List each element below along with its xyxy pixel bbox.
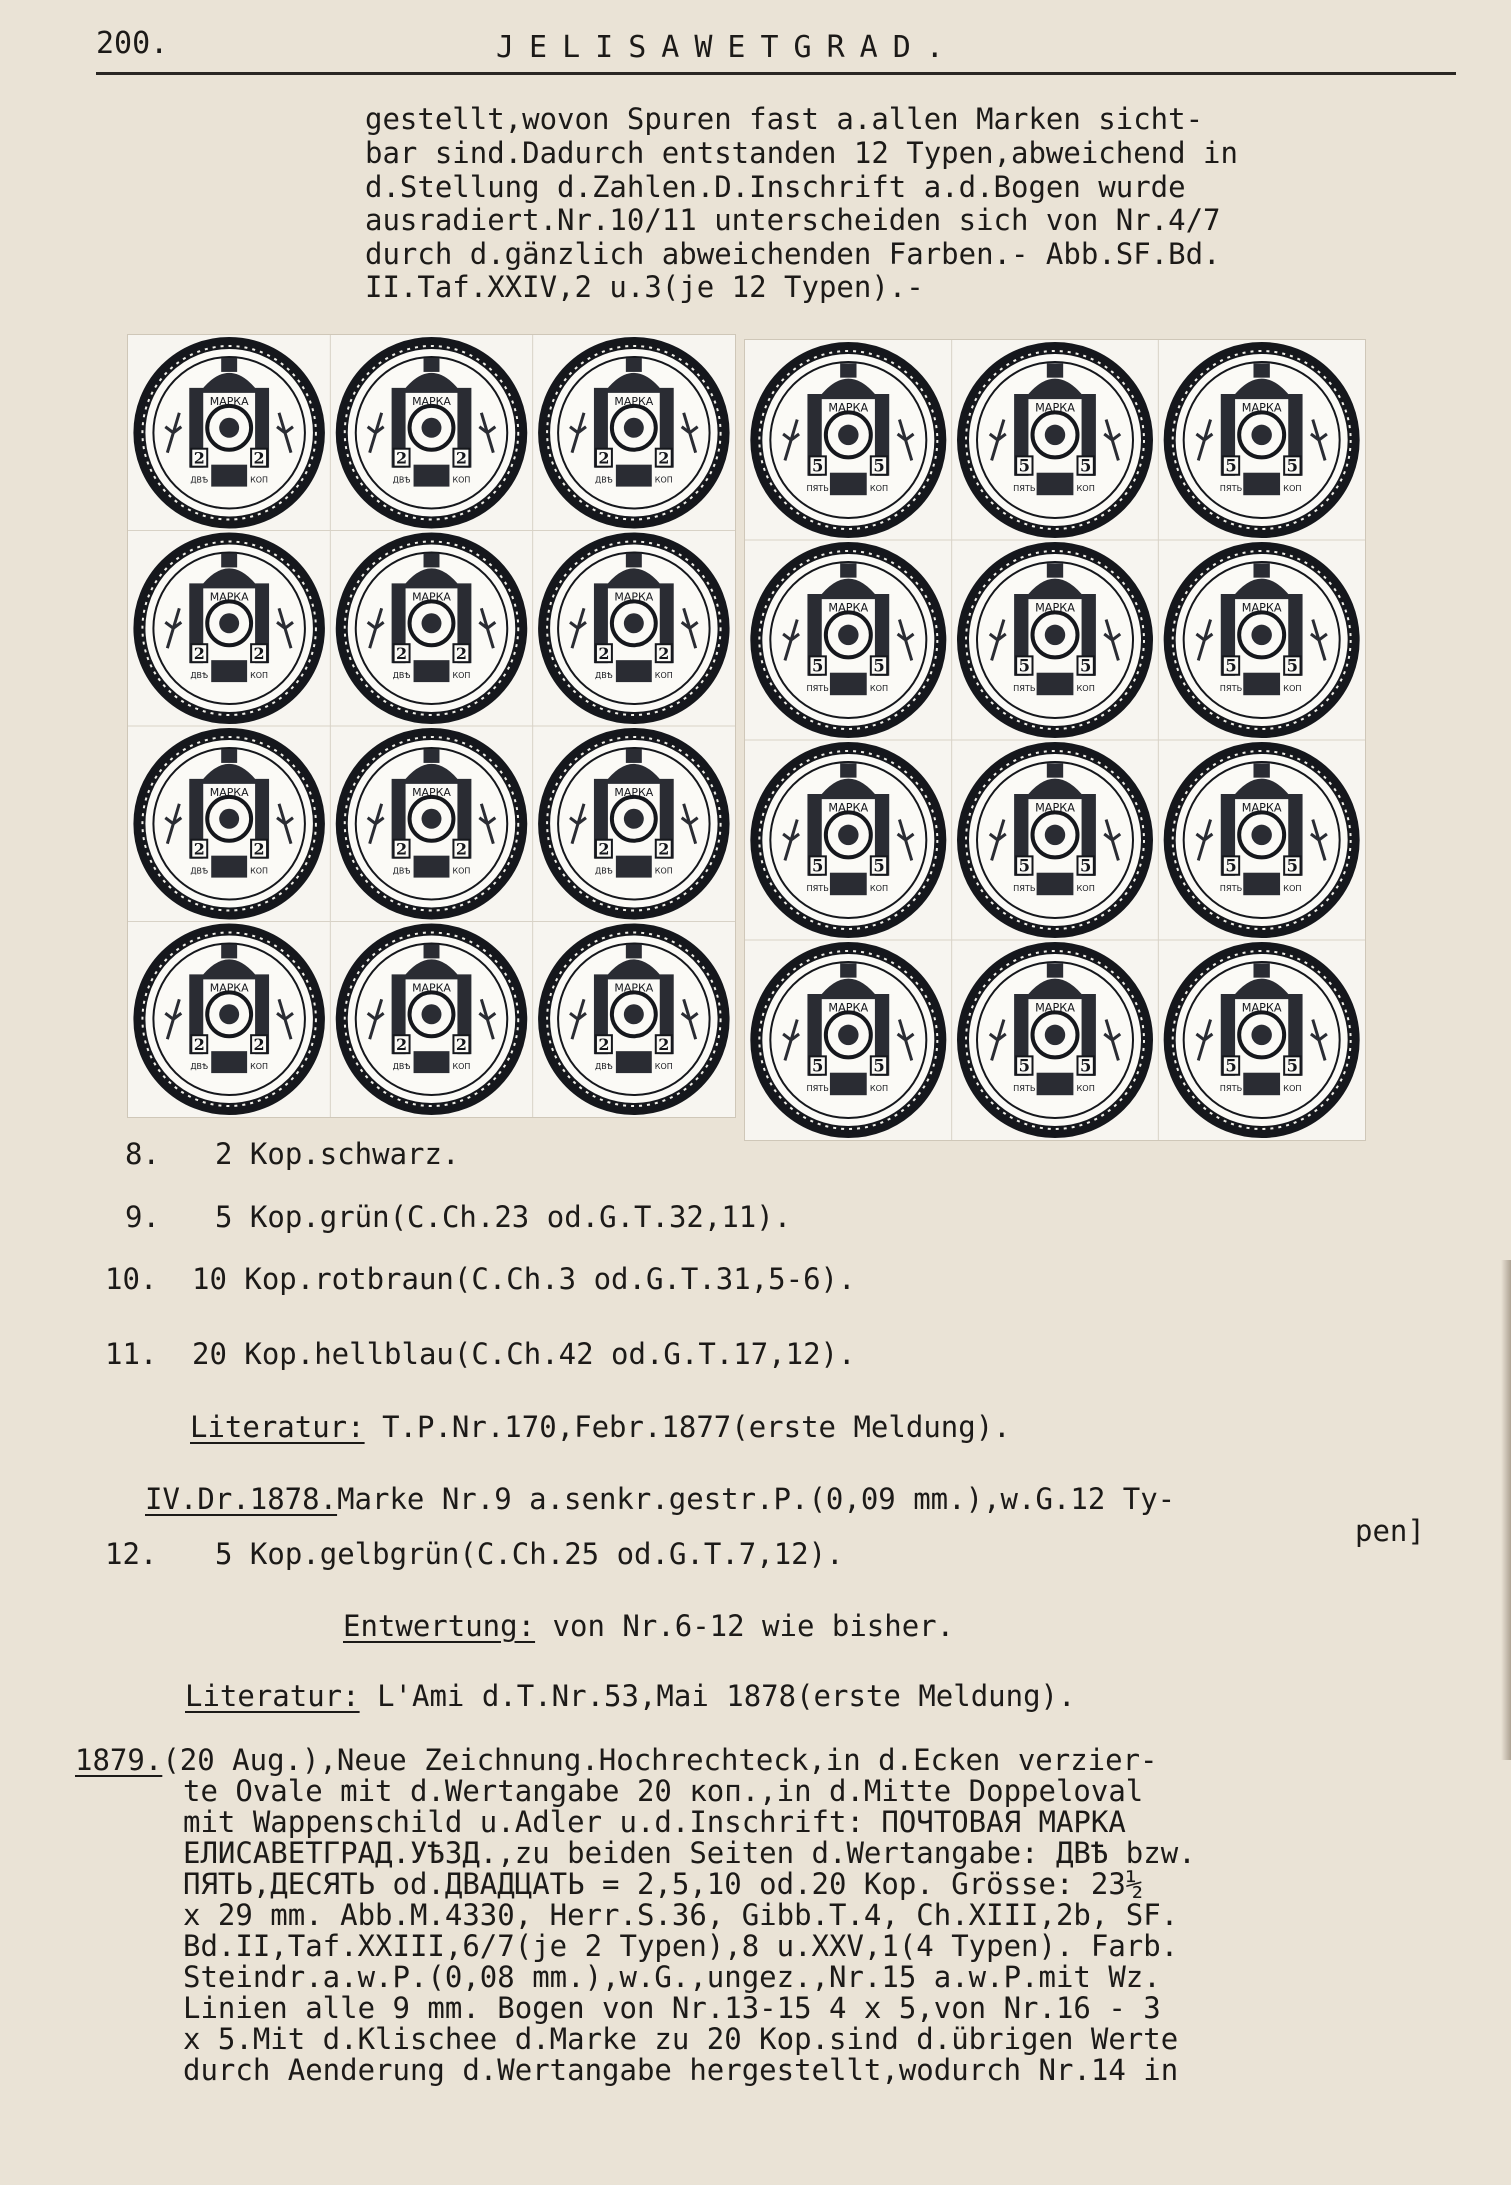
issue-1879-line: x 5.Mit d.Klischee d.Marke zu 20 Kop.sind d.übrigen Werte	[183, 2022, 1179, 2056]
stamp-image	[342, 539, 522, 719]
stamp-value: 5	[811, 856, 824, 876]
catalog-number: 10.	[105, 1262, 158, 1296]
stamp-value-word: ДВѢ	[392, 866, 411, 876]
stamp-value: 2	[598, 1035, 610, 1055]
issue-iv-label: IV.Dr.1878.	[145, 1482, 338, 1516]
issue-1879-label: 1879.	[75, 1743, 163, 1777]
stamp-currency: КОП	[1076, 1083, 1095, 1094]
stamp-value: 5	[811, 456, 824, 476]
stamp-image	[756, 548, 940, 732]
stamp-plate-left	[128, 335, 735, 1117]
catalog-entry: 5 Kop.grün(C.Ch.23 od.G.T.32,11).	[215, 1200, 792, 1234]
stamp-value: 5	[1018, 456, 1031, 476]
issue-1879-line: x 29 mm. Abb.M.4330, Herr.S.36, Gibb.T.4, Ch.XIII,2b, SF.	[183, 1898, 1179, 1932]
stamp-value-word: ПЯТЬ	[1219, 483, 1243, 494]
issue-iv-continuation: pen]	[1355, 1514, 1425, 1548]
stamp-value: 2	[396, 839, 408, 859]
literature-text: T.P.Nr.170,Febr.1877(erste Meldung).	[364, 1410, 1011, 1444]
stamp-value: 5	[1286, 856, 1299, 876]
stamp-value: 2	[455, 1035, 467, 1055]
stamp-value: 5	[1286, 1056, 1299, 1076]
stamp-value-word: ПЯТЬ	[1013, 883, 1036, 894]
stamp-inscription: МАРКА	[209, 785, 249, 799]
stamp-value-word: ПЯТЬ	[1013, 1083, 1036, 1094]
stamp-value: 2	[193, 839, 205, 859]
stamp-value-word: ПЯТЬ	[1013, 483, 1036, 494]
issue-1879-line: te Ovale mit d.Wertangabe 20 коп.,in d.Mitte Doppeloval	[183, 1774, 1144, 1808]
stamp-value: 5	[873, 456, 885, 476]
stamp-value: 2	[455, 448, 467, 468]
stamp-image	[342, 343, 522, 523]
stamp-value-word: ДВѢ	[594, 1062, 613, 1072]
stamp-value-word: ДВѢ	[594, 475, 613, 485]
stamp-currency: КОП	[654, 1062, 673, 1072]
stamp-value: 5	[873, 656, 885, 676]
stamp-inscription: МАРКА	[1241, 801, 1282, 815]
issue-1879-text: (20 Aug.),Neue Zeichnung.Hochrechteck,in d.Ecken verzier-	[162, 1743, 1158, 1777]
intro-line: d.Stellung d.Zahlen.D.Inschrift a.d.Bogen wurde	[365, 170, 1186, 204]
stamp-image	[139, 539, 319, 719]
stamp-value: 5	[1225, 1056, 1237, 1076]
stamp-inscription: МАРКА	[614, 394, 654, 408]
stamp-value-word: ДВѢ	[190, 671, 209, 681]
stamp-value: 5	[1225, 456, 1237, 476]
literature-text: L'Ami d.T.Nr.53,Mai 1878(erste Meldung).	[359, 1679, 1076, 1713]
stamp-currency: КОП	[1076, 883, 1095, 894]
issue-1879-line: ЕЛИСАВЕТГРАД.УѢЗД.,zu beiden Seiten d.Wertangabe: ДВѢ bzw.	[183, 1836, 1196, 1870]
stamp-value-word: ПЯТЬ	[806, 683, 829, 694]
intro-line: durch d.gänzlich abweichenden Farben.- Abb.SF.Bd.	[365, 237, 1221, 271]
stamp-value-word: ПЯТЬ	[1219, 1083, 1243, 1094]
intro-line: bar sind.Dadurch entstanden 12 Typen,abweichend in	[365, 136, 1238, 170]
page-header	[96, 22, 1456, 75]
stamp-currency: КОП	[869, 883, 889, 894]
stamp-inscription: МАРКА	[1035, 801, 1075, 815]
catalog-number: 8.	[125, 1137, 160, 1171]
stamp-image	[756, 748, 940, 932]
stamp-currency: КОП	[869, 1083, 889, 1094]
stamp-image	[1170, 548, 1354, 732]
literature-label: Literatur:	[190, 1410, 365, 1444]
stamp-sheet-2-kop	[128, 335, 735, 1117]
stamp-inscription: МАРКА	[828, 401, 869, 415]
catalog-entry: 2 Kop.schwarz.	[215, 1137, 460, 1171]
stamp-inscription: МАРКА	[1035, 1001, 1075, 1015]
stamp-inscription: МАРКА	[1241, 601, 1282, 615]
stamp-image	[342, 734, 522, 914]
stamp-value: 2	[598, 644, 610, 664]
stamp-currency: КОП	[1076, 683, 1095, 694]
stamp-value: 5	[1079, 1056, 1092, 1076]
stamp-value: 5	[873, 1056, 885, 1076]
stamp-currency: КОП	[452, 1062, 471, 1072]
stamp-value: 2	[253, 448, 265, 468]
stamp-value: 2	[253, 839, 265, 859]
stamp-currency: КОП	[869, 483, 889, 494]
stamp-inscription: МАРКА	[1035, 601, 1075, 615]
catalog-entry: 20 Kop.hellblau(C.Ch.42 od.G.T.17,12).	[192, 1337, 856, 1371]
stamp-value: 5	[1225, 656, 1237, 676]
stamp-value: 2	[253, 644, 265, 664]
stamp-inscription: МАРКА	[209, 981, 249, 995]
stamp-inscription: МАРКА	[412, 394, 451, 408]
stamp-inscription: МАРКА	[828, 1001, 869, 1015]
stamp-inscription: МАРКА	[1241, 401, 1282, 415]
stamp-value-word: ДВѢ	[190, 1062, 209, 1072]
stamp-value-word: ПЯТЬ	[806, 483, 829, 494]
stamp-value-word: ПЯТЬ	[806, 1083, 829, 1094]
stamp-value-word: ДВѢ	[190, 866, 209, 876]
intro-line: gestellt,wovon Spuren fast a.allen Marken sicht-	[365, 102, 1204, 136]
stamp-value: 2	[598, 448, 610, 468]
stamp-image	[963, 748, 1147, 932]
stamp-inscription: МАРКА	[412, 785, 451, 799]
stamp-value-word: ДВѢ	[392, 475, 411, 485]
stamp-value: 5	[811, 1056, 824, 1076]
stamp-currency: КОП	[452, 866, 471, 876]
stamp-image	[544, 734, 724, 914]
stamp-image	[544, 539, 724, 719]
issue-1879-line: Linien alle 9 mm. Bogen von Nr.13-15 4 x 5,von Nr.16 - 3	[183, 1991, 1161, 2025]
issue-1879-line: Steindr.a.w.P.(0,08 mm.),w.G.,ungez.,Nr.15 a.w.P.mit Wz.	[183, 1960, 1161, 1994]
stamp-value-word: ДВѢ	[392, 671, 411, 681]
issue-iv-text: Marke Nr.9 a.senkr.gestr.P.(0,09 mm.),w.G.12 Ty-	[337, 1482, 1176, 1516]
stamp-currency: КОП	[452, 671, 471, 681]
stamp-value: 2	[193, 1035, 205, 1055]
issue-1879-line: mit Wappenschild u.Adler u.d.Inschrift: ПОЧТОВАЯ МАРКА	[183, 1805, 1126, 1839]
stamp-currency: КОП	[1283, 683, 1302, 694]
cancellation-note	[343, 1609, 955, 1643]
stamp-inscription: МАРКА	[412, 981, 451, 995]
stamp-value: 5	[1018, 656, 1031, 676]
stamp-value-word: ДВѢ	[190, 475, 209, 485]
stamp-value: 2	[193, 644, 205, 664]
stamp-currency: КОП	[1076, 483, 1095, 494]
stamp-value: 5	[1079, 456, 1092, 476]
catalog-entry: 10 Kop.rotbraun(C.Ch.3 od.G.T.31,5-6).	[192, 1262, 856, 1296]
stamp-value: 5	[1286, 656, 1299, 676]
intro-line: II.Taf.XXIV,2 u.3(je 12 Typen).-	[365, 270, 924, 304]
stamp-currency: КОП	[869, 683, 889, 694]
stamp-value: 2	[396, 448, 408, 468]
stamp-value: 5	[1018, 856, 1031, 876]
stamp-image	[1170, 948, 1354, 1132]
stamp-value: 2	[598, 839, 610, 859]
stamp-value: 5	[1079, 656, 1092, 676]
literature-note	[190, 1410, 1011, 1444]
stamp-value: 2	[658, 644, 670, 664]
stamp-value: 5	[1079, 856, 1092, 876]
stamp-plate-right	[745, 340, 1365, 1140]
stamp-currency: КОП	[452, 475, 471, 485]
stamp-currency: КОП	[250, 475, 269, 485]
stamp-sheet-5-kop	[745, 340, 1365, 1140]
stamp-image	[139, 734, 319, 914]
stamp-image	[963, 548, 1147, 732]
catalog-entry: 5 Kop.gelbgrün(C.Ch.25 od.G.T.7,12).	[215, 1537, 844, 1571]
stamp-inscription: МАРКА	[614, 590, 654, 604]
page-fold-shadow	[1501, 1260, 1511, 1760]
stamp-value-word: ПЯТЬ	[806, 883, 829, 894]
stamp-image	[963, 948, 1147, 1132]
issue-1879-line	[75, 1743, 1158, 1777]
stamp-image	[756, 948, 940, 1132]
stamp-value: 2	[658, 448, 670, 468]
stamp-image	[756, 348, 940, 532]
stamp-value: 5	[811, 656, 824, 676]
stamp-currency: КОП	[250, 866, 269, 876]
stamp-currency: КОП	[654, 475, 673, 485]
issue-iv-line	[145, 1482, 1176, 1516]
stamp-value: 2	[455, 644, 467, 664]
stamp-image	[342, 930, 522, 1110]
stamp-inscription: МАРКА	[412, 590, 451, 604]
stamp-image	[544, 343, 724, 523]
stamp-currency: КОП	[1283, 483, 1302, 494]
issue-1879-line: durch Aenderung d.Wertangabe hergestellt,wodurch Nr.14 in	[183, 2053, 1179, 2087]
stamp-value: 5	[1225, 856, 1237, 876]
stamp-inscription: МАРКА	[828, 801, 869, 815]
stamp-value: 2	[396, 1035, 408, 1055]
stamp-value: 2	[396, 644, 408, 664]
stamp-inscription: МАРКА	[209, 590, 249, 604]
stamp-image	[544, 930, 724, 1110]
stamp-currency: КОП	[1283, 1083, 1302, 1094]
stamp-value-word: ДВѢ	[594, 671, 613, 681]
stamp-inscription: МАРКА	[614, 981, 654, 995]
stamp-value: 2	[455, 839, 467, 859]
stamp-currency: КОП	[250, 671, 269, 681]
issue-1879-line: Bd.II,Taf.XXIII,6/7(je 2 Typen),8 u.XXV,1(4 Typen). Farb.	[183, 1929, 1179, 1963]
stamp-value: 5	[873, 856, 885, 876]
stamp-currency: КОП	[250, 1062, 269, 1072]
stamp-image	[1170, 748, 1354, 932]
catalog-number: 9.	[125, 1200, 160, 1234]
literature-note	[185, 1679, 1076, 1713]
intro-line: ausradiert.Nr.10/11 unterscheiden sich von Nr.4/7	[365, 203, 1221, 237]
stamp-inscription: МАРКА	[1241, 1001, 1282, 1015]
stamp-value: 5	[1286, 456, 1299, 476]
page-number: 200.	[96, 26, 169, 61]
cancellation-label: Entwertung:	[343, 1609, 536, 1643]
cancellation-text: von Nr.6-12 wie bisher.	[535, 1609, 955, 1643]
stamp-value: 2	[253, 1035, 265, 1055]
stamp-image	[963, 348, 1147, 532]
catalog-number: 11.	[105, 1337, 158, 1371]
literature-label: Literatur:	[185, 1679, 360, 1713]
stamp-value: 2	[193, 448, 205, 468]
stamp-image	[139, 930, 319, 1110]
stamp-value-word: ДВѢ	[594, 866, 613, 876]
stamp-inscription: МАРКА	[614, 785, 654, 799]
stamp-inscription: МАРКА	[209, 394, 249, 408]
stamp-currency: КОП	[654, 671, 673, 681]
stamp-inscription: МАРКА	[828, 601, 869, 615]
stamp-value-word: ПЯТЬ	[1219, 883, 1243, 894]
stamp-image	[139, 343, 319, 523]
stamp-currency: КОП	[654, 866, 673, 876]
issue-1879-line: ПЯТЬ,ДЕСЯТЬ od.ДВАДЦАТЬ = 2,5,10 od.20 Kop. Grösse: 23½	[183, 1867, 1144, 1901]
stamp-image	[1170, 348, 1354, 532]
stamp-value: 2	[658, 1035, 670, 1055]
stamp-value-word: ДВѢ	[392, 1062, 411, 1072]
stamp-value-word: ПЯТЬ	[1013, 683, 1036, 694]
stamp-value-word: ПЯТЬ	[1219, 683, 1243, 694]
running-title: JELISAWETGRAD.	[496, 30, 959, 65]
stamp-currency: КОП	[1283, 883, 1302, 894]
catalog-number: 12.	[105, 1537, 158, 1571]
stamp-value: 2	[658, 839, 670, 859]
stamp-inscription: МАРКА	[1035, 401, 1075, 415]
stamp-value: 5	[1018, 1056, 1031, 1076]
